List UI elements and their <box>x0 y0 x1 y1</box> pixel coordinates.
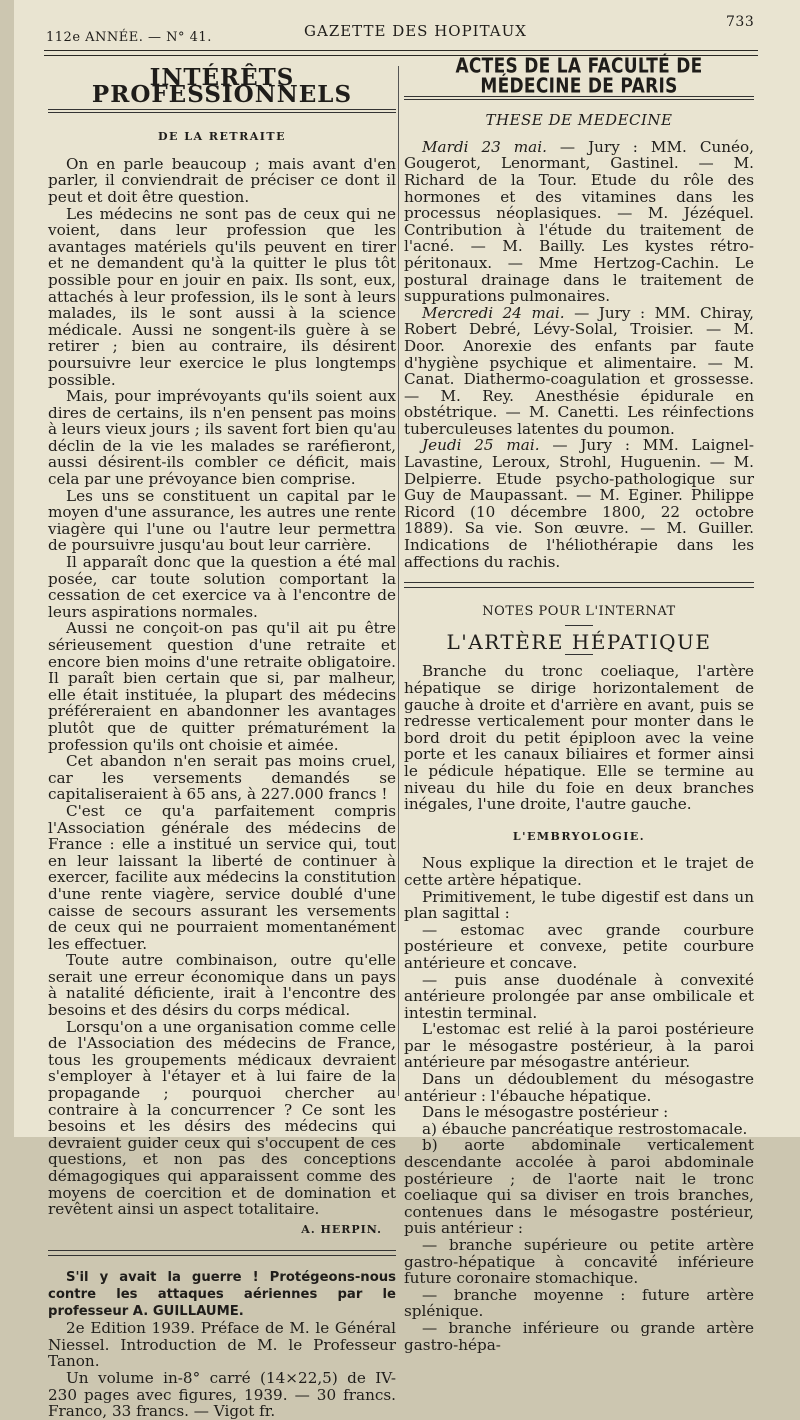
embryo-line: a) ébauche pancréatique restrostomacale. <box>422 1119 748 1138</box>
artery-title: L'ARTÈRE HÉPATIQUE <box>446 629 712 654</box>
title-rule <box>48 109 396 113</box>
journal-title: GAZETTE DES HOPITAUX <box>304 22 527 40</box>
embryo-line: Dans un dédoublement du mésogastre antérieur : l'ébauche hépatique. <box>404 1070 754 1105</box>
thesis-entry <box>404 139 754 305</box>
book-ad-volume: Un volume in-8° carré (14×22,5) de IV-230 pages avec figures, 1939. — 30 francs. Franco, 33 francs. — Vigot fr. <box>48 1368 396 1420</box>
author-signature: A. HERPIN. <box>301 1222 382 1236</box>
left-column <box>48 64 396 1420</box>
double-rule <box>404 582 754 588</box>
header-rule <box>44 50 758 51</box>
embryo-line: L'estomac est relié à la paroi postérieure par le mésogastre postérieur, à la paroi antérieure par mésogastre antérieur. <box>404 1020 754 1072</box>
embryo-line: — branche moyenne : future artère splénique. <box>404 1285 754 1321</box>
embryo-line: — branche inférieure ou grande artère gastro-hépa- <box>404 1318 754 1354</box>
article-subhead: DE LA RETRAITE <box>158 130 286 144</box>
short-rule <box>565 654 593 655</box>
paragraph: On en parle beaucoup ; mais avant d'en parler, il conviendrait de préciser ce dont il peut et doit être question. <box>48 154 396 206</box>
embryo-line: — estomac avec grande courbure postérieure et convexe, petite courbure antérieure et concave. <box>404 920 754 972</box>
embryo-line: — branche supérieure ou petite artère gastro-hépatique à concavité inférieure future coronaire stomachique. <box>404 1236 754 1288</box>
notes-heading: NOTES POUR L'INTERNAT <box>482 604 676 620</box>
paragraph: Cet abandon n'en serait pas moins cruel, car les versements demandés se capitaliseraient à 65 ans, à 227.000 francs ! <box>48 752 396 804</box>
paragraph: Lorsqu'on a une organisation comme celle de l'Association des médecins de France, tous les groupements médicaux devraient s'employer à l'étayer et à lui faire de la propagande ; pourquoi chercher au contraire à la concurrencer ? Ce sont les besoins et les désirs des médecins qui devraient guider ceux qui s'occupent de ces questions, et non pas des conceptions démagogiques qui apparaissent comme des moyens de coercition et de domination et revêtent ainsi un aspect totalitaire. <box>48 1017 396 1219</box>
thesis-entry <box>404 305 754 438</box>
thesis-date: Mercredi 24 mai. <box>422 303 565 322</box>
paragraph: Les uns se constituent un capital par le moyen d'une assurance, les autres une rente viagère qui l'une ou l'autre leur permettra de poursuivre jusqu'au bout leur carrière. <box>48 486 396 555</box>
short-rule <box>565 625 593 626</box>
embryo-line: Primitivement, le tube digestif est dans un plan sagittal : <box>404 887 754 923</box>
thesis-date: Jeudi 25 mai. <box>422 436 540 455</box>
paragraph: Mais, pour imprévoyants qu'ils soient aux dires de certains, ils n'en pensent pas moins à leurs vieux jours ; ils savent fort bien qu'au déclin de la vie les malades se raréfieront, aussi désirent-ils combler ce déficit, mais cela par une prévoyance bien comprise. <box>48 387 396 489</box>
thesis-text: — Jury : MM. Laignel-Lavastine, Leroux, Strohl, Huguenin. — M. Delpierre. Etude psycho-pathologique sur Guy de Maupassant. — M. Eginer. Philippe Ricord (10 décembre 1800, 22 octobre 1889). Sa vie. Son œuvre. — M. Guiller. Indications de l'héliothérapie dans les affections du rachis. <box>404 436 755 571</box>
embryo-line: b) aorte abdominale verticalement descendante accolée à paroi abdominale postérieure ; de l'aorte nait le tronc coeliaque qui sa diviser en trois branches, contenues dans le mésogastre postérieur, puis antérieur : <box>404 1136 754 1238</box>
right-column <box>404 54 755 1354</box>
thesis-date: Mardi 23 mai. <box>422 137 547 156</box>
paragraph: Il apparaît donc que la question a été mal posée, car toute solution comportant la cessation de cet exercice va à l'encontre de leurs aspirations normales. <box>48 553 396 621</box>
embryo-heading: L'EMBRYOLOGIE. <box>512 829 646 843</box>
thesis-entry <box>404 437 754 570</box>
embryo-line: — puis anse duodénale à convexité antérieure prolongée par anse ombilicale et intestin terminal. <box>404 970 754 1022</box>
paragraph: Aussi ne conçoit-on pas qu'il ait pu être sérieusement question d'une retraite et encore bien moins d'une retraite obligatoire. Il paraît bien certain que si, par malheur, elle était instituée, la plupart des médecins préféreraient en abandonner les avantages plutôt que de quitter prématurément la profession qu'ils ont choisie et aimée. <box>48 619 396 754</box>
paragraph: Les médecins ne sont pas de ceux qui ne voient, dans leur profession que les avantages matériels qu'ils peuvent en tirer et ne demandent qu'à la quitter le plus tôt possible pour en jouir en paix. Ils sont, eux, attachés à leur profession, ils le sont à leurs malades, ils le sont aussi à la science médicale. Aussi ne songent-ils guère à se retirer ; bien au contraire, ils désirent poursuivre leur exercice le plus longtemps possible. <box>48 204 396 389</box>
issue-number: 112e ANNÉE. — N° 41. <box>46 30 212 45</box>
embryo-line: Nous explique la direction et le trajet de cette artère hépatique. <box>404 854 754 889</box>
thesis-text: — Jury : MM. Cunéo, Gougerot, Lenormant, Gastinel. — M. Richard de la Tour. Etude du rôle des hormones et des vitamines dans les processus néoplasiques. — M. Jézéquel. Contribution à l'étude du traitement de l'acné. — M. Bailly. Les kystes rétro-péritonaux. — Mme Hertzog-Cachin. Le postural drainage dans le traitement de suppurations pulmonaires. <box>404 137 754 306</box>
section-title-actes: ACTES DE LA FACULTÉ DE MÉDECINE DE PARIS <box>455 54 703 98</box>
column-divider <box>398 66 399 1096</box>
thesis-heading: THESE DE MEDECINE <box>485 111 673 130</box>
journal-page <box>14 0 800 1420</box>
page-number: 733 <box>726 14 755 30</box>
book-ad-title: S'il y avait la guerre ! Protégeons-nous contre les attaques aériennes par le professeur A. GUILLAUME. <box>48 1270 396 1319</box>
book-ad-edition: 2e Edition 1939. Préface de M. le Général Niessel. Introduction de M. le Professeur Tanon. <box>48 1319 396 1371</box>
section-title-interets: INTÉRÊTS PROFESSIONNELS <box>91 64 353 108</box>
paragraph: Toute autre combinaison, outre qu'elle serait une erreur économique dans un pays à natalité déficiente, irait à l'encontre des besoins et des désirs du corps médical. <box>48 951 396 1020</box>
embryo-line: Dans le mésogastre postérieur : <box>422 1103 669 1122</box>
thesis-text: — Jury : MM. Chiray, Robert Debré, Lévy-Solal, Troisier. — M. Door. Anorexie des enfants par faute d'hygiène psychique et alimentaire. — M. Canat. Diathermo-coagulation et grossesse. — M. Rey. Anesthésie épidurale en obstétrique. — M. Canetti. Les réinfections tuberculeuses latentes du poumon. <box>404 303 754 438</box>
intro-paragraph: Branche du tronc coeliaque, l'artère hépatique se dirige horizontalement de gauche à droite et d'arrière en avant, puis se redresse verticalement pour monter dans le bord droit du petit épiploon avec la veine porte et les canaux biliaires et former ainsi le pédicule hépatique. Elle se termine au niveau du hile du foie en deux branches inégales, l'une droite, l'autre gauche. <box>404 662 754 814</box>
double-rule <box>48 1250 396 1256</box>
paragraph: C'est ce qu'a parfaitement compris l'Association générale des médecins de France : elle a institué un service qui, tout en leur laissant la liberté de continuer à exercer, facilite aux médecins la constitution d'une rente viagère, service doublé d'une caisse de secours assurant les versements de ceux qui ne pourraient momentanément les effectuer. <box>48 801 396 953</box>
